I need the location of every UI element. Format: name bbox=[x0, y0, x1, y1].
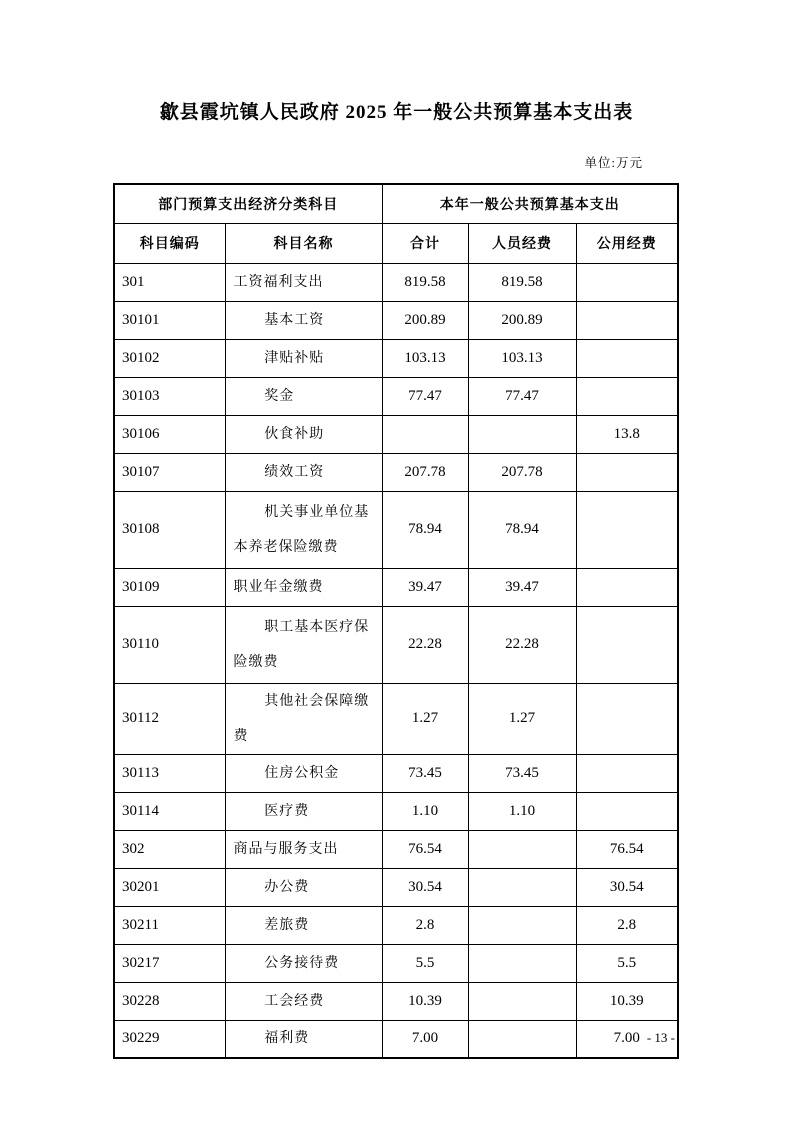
total-cell bbox=[382, 415, 468, 453]
public-cost-cell bbox=[576, 339, 678, 377]
column-header-subject-code: 科目编码 bbox=[114, 223, 225, 263]
subject-name-cell: 绩效工资 bbox=[225, 453, 382, 491]
table-row bbox=[114, 415, 678, 453]
subject-code-cell: 30114 bbox=[114, 792, 225, 830]
total-cell: 2.8 bbox=[382, 906, 468, 944]
column-group-economic-classification: 部门预算支出经济分类科目 bbox=[114, 184, 382, 223]
personnel-cost-cell: 819.58 bbox=[468, 263, 576, 301]
personnel-cost-cell bbox=[468, 868, 576, 906]
total-cell: 10.39 bbox=[382, 982, 468, 1020]
subject-code-cell: 30110 bbox=[114, 606, 225, 683]
subject-name-cell: 差旅费 bbox=[225, 906, 382, 944]
total-cell: 1.27 bbox=[382, 683, 468, 754]
subject-name-cell: 职业年金缴费 bbox=[225, 568, 382, 606]
public-cost-cell: 5.5 bbox=[576, 944, 678, 982]
public-cost-cell bbox=[576, 263, 678, 301]
total-cell: 73.45 bbox=[382, 754, 468, 792]
table-row bbox=[114, 606, 678, 683]
total-cell: 76.54 bbox=[382, 830, 468, 868]
personnel-cost-cell: 1.10 bbox=[468, 792, 576, 830]
total-cell: 22.28 bbox=[382, 606, 468, 683]
public-cost-cell bbox=[576, 754, 678, 792]
total-cell: 78.94 bbox=[382, 491, 468, 568]
subject-name-cell: 医疗费 bbox=[225, 792, 382, 830]
subject-code-cell: 30217 bbox=[114, 944, 225, 982]
subject-name-cell: 工资福利支出 bbox=[225, 263, 382, 301]
column-header-subject-name: 科目名称 bbox=[225, 223, 382, 263]
table-row bbox=[114, 568, 678, 606]
personnel-cost-cell: 1.27 bbox=[468, 683, 576, 754]
page-number: - 13 - bbox=[646, 1030, 675, 1045]
subject-code-cell: 30101 bbox=[114, 301, 225, 339]
personnel-cost-cell: 73.45 bbox=[468, 754, 576, 792]
total-cell: 207.78 bbox=[382, 453, 468, 491]
personnel-cost-cell bbox=[468, 415, 576, 453]
subject-name-cell: 伙食补助 bbox=[225, 415, 382, 453]
subject-code-cell: 30229 bbox=[114, 1020, 225, 1058]
public-cost-cell: 76.54 bbox=[576, 830, 678, 868]
subject-name-cell: 福利费 bbox=[225, 1020, 382, 1058]
subject-code-cell: 30112 bbox=[114, 683, 225, 754]
budget-table bbox=[113, 183, 679, 1059]
subject-code-cell: 30108 bbox=[114, 491, 225, 568]
public-cost-cell bbox=[576, 683, 678, 754]
table-row bbox=[114, 868, 678, 906]
subject-name-cell: 津贴补贴 bbox=[225, 339, 382, 377]
table-row bbox=[114, 906, 678, 944]
subject-code-cell: 30106 bbox=[114, 415, 225, 453]
total-cell: 1.10 bbox=[382, 792, 468, 830]
personnel-cost-cell: 207.78 bbox=[468, 453, 576, 491]
total-cell: 819.58 bbox=[382, 263, 468, 301]
subject-code-cell: 30211 bbox=[114, 906, 225, 944]
subject-name-cell: 基本工资 bbox=[225, 301, 382, 339]
total-cell: 200.89 bbox=[382, 301, 468, 339]
table-column-header-row bbox=[114, 223, 678, 263]
total-cell: 7.00 bbox=[382, 1020, 468, 1058]
table-group-header-row bbox=[114, 184, 678, 223]
public-cost-cell bbox=[576, 568, 678, 606]
personnel-cost-cell: 103.13 bbox=[468, 339, 576, 377]
table-row bbox=[114, 944, 678, 982]
total-cell: 39.47 bbox=[382, 568, 468, 606]
table-row bbox=[114, 301, 678, 339]
total-cell: 5.5 bbox=[382, 944, 468, 982]
public-cost-cell: 2.8 bbox=[576, 906, 678, 944]
total-cell: 103.13 bbox=[382, 339, 468, 377]
public-cost-cell: 30.54 bbox=[576, 868, 678, 906]
public-cost-cell: 10.39 bbox=[576, 982, 678, 1020]
subject-name-cell: 职工基本医疗保险缴费 bbox=[225, 606, 382, 683]
subject-name-cell: 其他社会保障缴费 bbox=[225, 683, 382, 754]
public-cost-cell bbox=[576, 377, 678, 415]
table-row bbox=[114, 453, 678, 491]
page-title: 歙县霞坑镇人民政府 2025 年一般公共预算基本支出表 bbox=[159, 102, 634, 123]
column-header-personnel: 人员经费 bbox=[468, 223, 576, 263]
subject-name-cell: 机关事业单位基本养老保险缴费 bbox=[225, 491, 382, 568]
table-row bbox=[114, 792, 678, 830]
subject-code-cell: 302 bbox=[114, 830, 225, 868]
personnel-cost-cell bbox=[468, 906, 576, 944]
personnel-cost-cell: 77.47 bbox=[468, 377, 576, 415]
table-row bbox=[114, 263, 678, 301]
unit-note: 单位:万元 bbox=[584, 156, 643, 170]
column-header-total: 合计 bbox=[382, 223, 468, 263]
table-row bbox=[114, 830, 678, 868]
column-header-public: 公用经费 bbox=[576, 223, 678, 263]
table-row bbox=[114, 754, 678, 792]
subject-code-cell: 301 bbox=[114, 263, 225, 301]
public-cost-cell bbox=[576, 301, 678, 339]
public-cost-cell bbox=[576, 792, 678, 830]
subject-name-cell: 公务接待费 bbox=[225, 944, 382, 982]
table-row bbox=[114, 683, 678, 754]
subject-code-cell: 30113 bbox=[114, 754, 225, 792]
table-row bbox=[114, 982, 678, 1020]
personnel-cost-cell: 78.94 bbox=[468, 491, 576, 568]
subject-name-cell: 住房公积金 bbox=[225, 754, 382, 792]
personnel-cost-cell: 200.89 bbox=[468, 301, 576, 339]
public-cost-cell bbox=[576, 491, 678, 568]
subject-code-cell: 30102 bbox=[114, 339, 225, 377]
subject-name-cell: 工会经费 bbox=[225, 982, 382, 1020]
subject-code-cell: 30201 bbox=[114, 868, 225, 906]
subject-name-cell: 奖金 bbox=[225, 377, 382, 415]
table-row bbox=[114, 339, 678, 377]
subject-code-cell: 30109 bbox=[114, 568, 225, 606]
total-cell: 77.47 bbox=[382, 377, 468, 415]
personnel-cost-cell: 22.28 bbox=[468, 606, 576, 683]
column-group-basic-expenditure: 本年一般公共预算基本支出 bbox=[382, 184, 678, 223]
table-row bbox=[114, 491, 678, 568]
subject-code-cell: 30228 bbox=[114, 982, 225, 1020]
personnel-cost-cell: 39.47 bbox=[468, 568, 576, 606]
personnel-cost-cell bbox=[468, 944, 576, 982]
subject-name-cell: 办公费 bbox=[225, 868, 382, 906]
table-row bbox=[114, 377, 678, 415]
public-cost-cell bbox=[576, 606, 678, 683]
subject-name-cell: 商品与服务支出 bbox=[225, 830, 382, 868]
public-cost-cell: 13.8 bbox=[576, 415, 678, 453]
total-cell: 30.54 bbox=[382, 868, 468, 906]
subject-code-cell: 30103 bbox=[114, 377, 225, 415]
subject-code-cell: 30107 bbox=[114, 453, 225, 491]
personnel-cost-cell bbox=[468, 982, 576, 1020]
table-body bbox=[114, 263, 678, 1058]
personnel-cost-cell bbox=[468, 830, 576, 868]
public-cost-cell: 7.00 bbox=[576, 1020, 678, 1058]
public-cost-cell bbox=[576, 453, 678, 491]
